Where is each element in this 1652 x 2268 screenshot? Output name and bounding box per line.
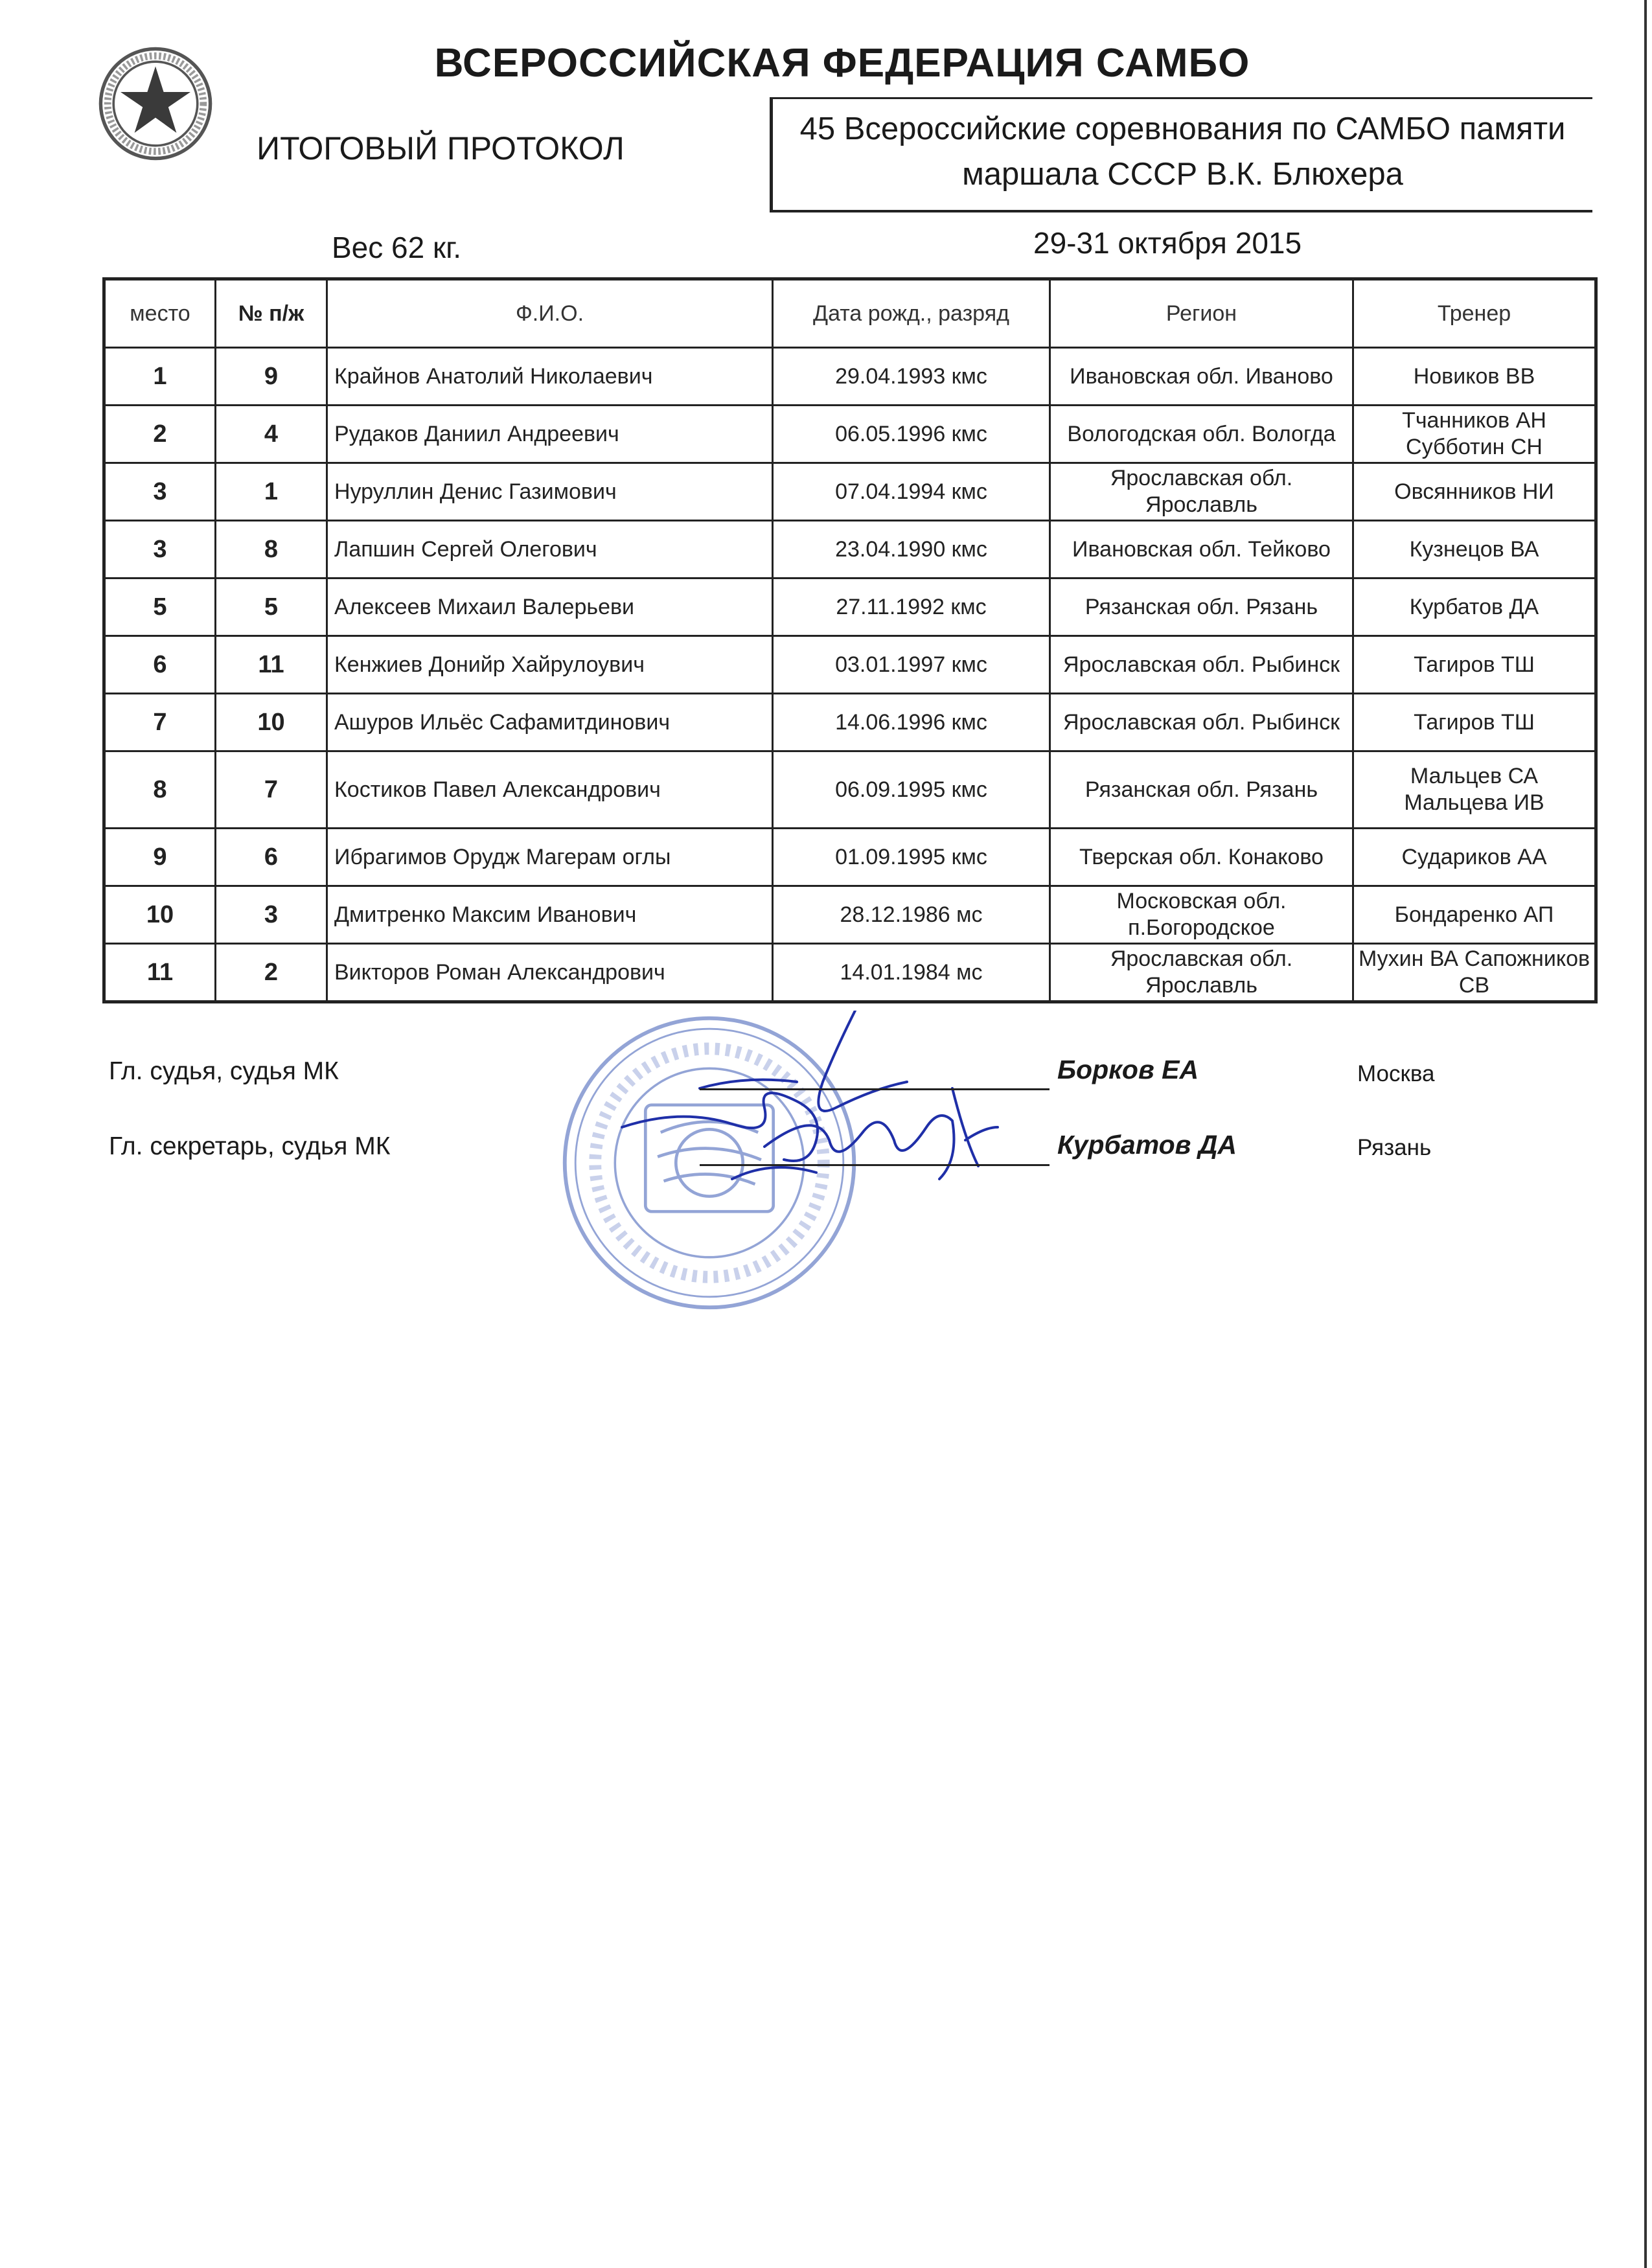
- coach-cell: Тагиров ТШ: [1353, 694, 1596, 751]
- place-cell: 5: [104, 578, 216, 636]
- place-cell: 6: [104, 636, 216, 694]
- protocol-title: ИТОГОВЫЙ ПРОТОКОЛ: [257, 130, 625, 166]
- name-cell: Лапшин Сергей Олегович: [327, 521, 773, 578]
- chief-judge-name: Борков ЕА: [1057, 1055, 1199, 1084]
- birth-cell: 23.04.1990 кмс: [773, 521, 1050, 578]
- competition-title-box: [770, 97, 1592, 212]
- number-cell: 8: [216, 521, 327, 578]
- column-header-name: Ф.И.О.: [327, 279, 773, 348]
- place-cell: 2: [104, 406, 216, 463]
- birth-cell: 27.11.1992 кмс: [773, 578, 1050, 636]
- table-row: [104, 944, 1596, 1002]
- federation-title: ВСЕРОССИЙСКАЯ ФЕДЕРАЦИЯ САМБО: [434, 41, 1250, 86]
- competition-title-line2: маршала СССР В.К. Блюхера: [962, 157, 1403, 192]
- name-cell: Крайнов Анатолий Николаевич: [327, 348, 773, 406]
- number-cell: 5: [216, 578, 327, 636]
- birth-cell: 06.05.1996 кмс: [773, 406, 1050, 463]
- weight-category: Вес 62 кг.: [332, 231, 462, 264]
- region-cell: Рязанская обл. Рязань: [1050, 578, 1353, 636]
- chief-judge-city: Москва: [1357, 1061, 1435, 1086]
- chief-secretary-name: Курбатов ДА: [1057, 1130, 1237, 1160]
- place-cell: 9: [104, 829, 216, 886]
- table-row: [104, 521, 1596, 578]
- table-header-row: [104, 279, 1596, 348]
- number-cell: 2: [216, 944, 327, 1002]
- table-row: [104, 463, 1596, 521]
- table-row: [104, 636, 1596, 694]
- name-cell: Кенжиев Донийр Хайрулоувич: [327, 636, 773, 694]
- birth-cell: 28.12.1986 мс: [773, 886, 1050, 944]
- column-header-place: место: [104, 279, 216, 348]
- region-cell: Ивановская обл. Иваново: [1050, 348, 1353, 406]
- chief-judge-label: Гл. судья, судья МК: [109, 1057, 339, 1085]
- table-row: [104, 886, 1596, 944]
- region-cell: Ярославская обл. Рыбинск: [1050, 694, 1353, 751]
- coach-cell: Кузнецов ВА: [1353, 521, 1596, 578]
- table-row: [104, 694, 1596, 751]
- place-cell: 7: [104, 694, 216, 751]
- coach-cell: Мухин ВА Сапожников СВ: [1353, 944, 1596, 1002]
- number-cell: 11: [216, 636, 327, 694]
- region-cell: Рязанская обл. Рязань: [1050, 751, 1353, 829]
- region-cell: Тверская обл. Конаково: [1050, 829, 1353, 886]
- column-header-region: Регион: [1050, 279, 1353, 348]
- name-cell: Алексеев Михаил Валерьеви: [327, 578, 773, 636]
- place-cell: 10: [104, 886, 216, 944]
- birth-cell: 07.04.1994 кмс: [773, 463, 1050, 521]
- number-cell: 9: [216, 348, 327, 406]
- handwritten-signature-icon: [602, 1011, 1004, 1218]
- table-row: [104, 829, 1596, 886]
- name-cell: Нуруллин Денис Газимович: [327, 463, 773, 521]
- number-cell: 1: [216, 463, 327, 521]
- chief-secretary-signature-line: [700, 1164, 1050, 1166]
- coach-cell: Тагиров ТШ: [1353, 636, 1596, 694]
- coach-cell: Мальцев СА Мальцева ИВ: [1353, 751, 1596, 829]
- scan-edge-line: [1644, 0, 1647, 2268]
- region-cell: Ярославская обл. Рыбинск: [1050, 636, 1353, 694]
- place-cell: 11: [104, 944, 216, 1002]
- coach-cell: Судариков АА: [1353, 829, 1596, 886]
- place-cell: 1: [104, 348, 216, 406]
- number-cell: 4: [216, 406, 327, 463]
- column-header-number: № п/ж: [216, 279, 327, 348]
- chief-judge-signature-line: [700, 1088, 1050, 1090]
- coach-cell: Овсянников НИ: [1353, 463, 1596, 521]
- number-cell: 3: [216, 886, 327, 944]
- place-cell: 3: [104, 521, 216, 578]
- name-cell: Ашуров Ильёс Сафамитдинович: [327, 694, 773, 751]
- number-cell: 6: [216, 829, 327, 886]
- region-cell: Ярославская обл. Ярославль: [1050, 463, 1353, 521]
- name-cell: Дмитренко Максим Иванович: [327, 886, 773, 944]
- column-header-coach: Тренер: [1353, 279, 1596, 348]
- birth-cell: 14.06.1996 кмс: [773, 694, 1050, 751]
- column-header-birth: Дата рожд., разряд: [773, 279, 1050, 348]
- table-row: [104, 751, 1596, 829]
- name-cell: Ибрагимов Орудж Магерам оглы: [327, 829, 773, 886]
- name-cell: Костиков Павел Александрович: [327, 751, 773, 829]
- birth-cell: 06.09.1995 кмс: [773, 751, 1050, 829]
- number-cell: 10: [216, 694, 327, 751]
- coach-cell: Новиков ВВ: [1353, 348, 1596, 406]
- birth-cell: 14.01.1984 мс: [773, 944, 1050, 1002]
- place-cell: 3: [104, 463, 216, 521]
- birth-cell: 03.01.1997 кмс: [773, 636, 1050, 694]
- table-row: [104, 406, 1596, 463]
- region-cell: Ярославская обл. Ярославль: [1050, 944, 1353, 1002]
- sambo-federation-logo-icon: [97, 45, 214, 162]
- name-cell: Рудаков Даниил Андреевич: [327, 406, 773, 463]
- birth-cell: 29.04.1993 кмс: [773, 348, 1050, 406]
- coach-cell: Курбатов ДА: [1353, 578, 1596, 636]
- competition-dates: 29-31 октября 2015: [1033, 226, 1302, 260]
- competition-title-line1: 45 Всероссийские соревнования по САМБО памяти: [799, 111, 1566, 146]
- name-cell: Викторов Роман Александрович: [327, 944, 773, 1002]
- chief-secretary-label: Гл. секретарь, судья МК: [109, 1132, 391, 1160]
- coach-cell: Тчанников АН Субботин СН: [1353, 406, 1596, 463]
- region-cell: Ивановская обл. Тейково: [1050, 521, 1353, 578]
- region-cell: Московская обл. п.Богородское: [1050, 886, 1353, 944]
- coach-cell: Бондаренко АП: [1353, 886, 1596, 944]
- number-cell: 7: [216, 751, 327, 829]
- results-table: [102, 277, 1598, 1003]
- chief-secretary-city: Рязань: [1357, 1135, 1432, 1160]
- place-cell: 8: [104, 751, 216, 829]
- table-row: [104, 578, 1596, 636]
- region-cell: Вологодская обл. Вологда: [1050, 406, 1353, 463]
- birth-cell: 01.09.1995 кмс: [773, 829, 1050, 886]
- table-row: [104, 348, 1596, 406]
